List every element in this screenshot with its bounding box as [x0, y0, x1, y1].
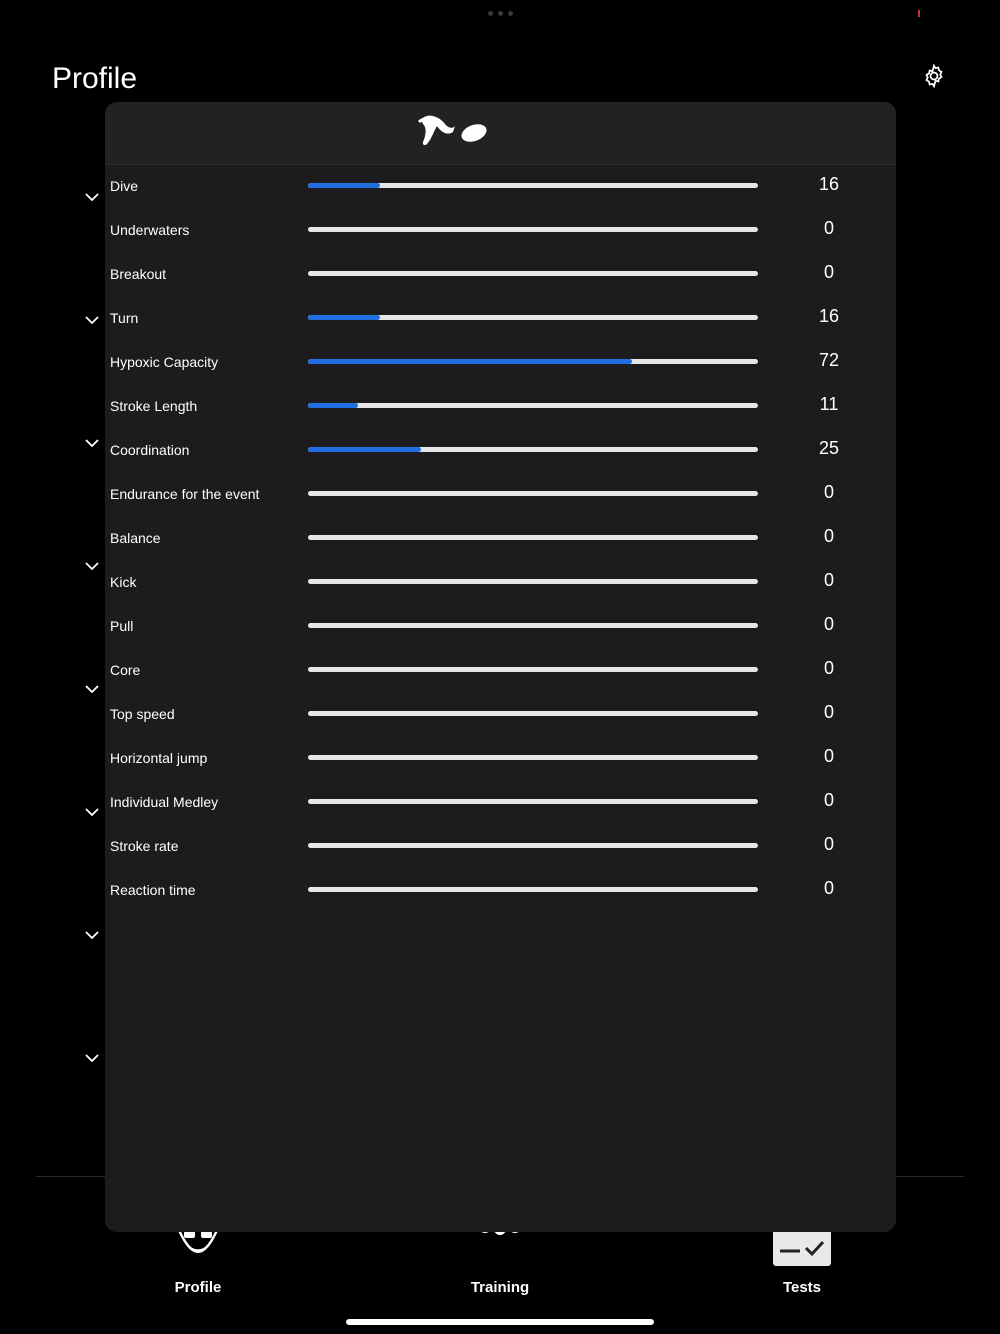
skill-value: 16 [818, 174, 840, 194]
skill-progress-fill [308, 315, 380, 320]
skill-progress-bar [308, 447, 758, 452]
skill-row[interactable] [105, 164, 896, 208]
gear-icon [921, 63, 947, 89]
skill-progress-bar [308, 755, 758, 760]
chevron-down-icon[interactable] [82, 928, 102, 942]
skill-label: Horizontal jump [110, 750, 208, 766]
skill-label: Pull [110, 618, 134, 634]
skill-label: Hypoxic Capacity [110, 354, 219, 370]
skill-progress-bar [308, 535, 758, 540]
tab-training-label: Training [470, 1279, 530, 1296]
skill-progress-bar [308, 491, 758, 496]
skills-list [105, 164, 896, 912]
recording-indicator [918, 10, 920, 17]
skill-label: Stroke rate [110, 838, 179, 854]
skill-row[interactable] [105, 692, 896, 736]
skill-value: 0 [823, 790, 834, 810]
skill-row[interactable] [105, 604, 896, 648]
swimmer-logo [417, 110, 491, 152]
chevron-down-icon[interactable] [82, 1051, 102, 1065]
skill-label: Endurance for the event [110, 486, 260, 502]
skill-value: 0 [823, 702, 834, 722]
skill-progress-bar [308, 843, 758, 848]
skill-row[interactable] [105, 648, 896, 692]
skill-label: Individual Medley [110, 794, 219, 810]
skill-label: Breakout [110, 266, 167, 282]
skill-value: 0 [823, 658, 834, 678]
skill-value: 25 [818, 438, 840, 458]
skill-row[interactable] [105, 736, 896, 780]
skill-progress-bar [308, 359, 758, 364]
skill-value: 16 [818, 306, 840, 326]
skill-value: 0 [823, 482, 834, 502]
skill-progress-bar [308, 183, 758, 188]
page-title: Profile [52, 62, 138, 95]
skill-progress-bar [308, 271, 758, 276]
tab-profile-label: Profile [174, 1279, 222, 1296]
skill-value: 0 [823, 834, 834, 854]
skill-progress-bar [308, 799, 758, 804]
skill-label: Top speed [110, 706, 175, 722]
skill-progress-fill [308, 183, 380, 188]
skill-value: 0 [823, 526, 834, 546]
sheet-header[interactable] [105, 102, 896, 165]
skill-value: 0 [823, 218, 834, 238]
skill-value: 0 [823, 570, 834, 590]
tab-tests-label: Tests [782, 1279, 822, 1296]
skill-progress-bar [308, 623, 758, 628]
skill-row[interactable] [105, 384, 896, 428]
skill-row[interactable] [105, 824, 896, 868]
home-indicator[interactable] [346, 1319, 654, 1325]
skill-row[interactable] [105, 428, 896, 472]
skill-row[interactable] [105, 340, 896, 384]
skill-row[interactable] [105, 560, 896, 604]
skill-progress-fill [308, 403, 358, 408]
skills-sheet [105, 102, 896, 1232]
skill-label: Reaction time [110, 882, 196, 898]
skill-row[interactable] [105, 208, 896, 252]
skill-row[interactable] [105, 296, 896, 340]
skill-row[interactable] [105, 868, 896, 912]
skill-value: 0 [823, 746, 834, 766]
skill-value: 0 [823, 262, 834, 282]
chevron-down-icon[interactable] [82, 805, 102, 819]
skill-label: Turn [110, 310, 139, 326]
skill-row[interactable] [105, 780, 896, 824]
skill-progress-bar [308, 667, 758, 672]
skill-value: 11 [819, 394, 839, 414]
skill-progress-bar [308, 887, 758, 892]
chevron-down-icon[interactable] [82, 436, 102, 450]
skill-progress-fill [308, 359, 632, 364]
skill-label: Balance [110, 530, 161, 546]
skill-label: Underwaters [110, 222, 190, 238]
chevron-down-icon[interactable] [82, 190, 102, 204]
skill-progress-bar [308, 711, 758, 716]
skill-value: 0 [823, 614, 834, 634]
chevron-down-icon[interactable] [82, 559, 102, 573]
settings-button[interactable] [919, 61, 949, 91]
skill-value: 0 [823, 878, 834, 898]
skill-row[interactable] [105, 472, 896, 516]
skill-progress-bar [308, 315, 758, 320]
chevron-down-icon[interactable] [82, 682, 102, 696]
skill-progress-fill [308, 447, 421, 452]
skill-label: Dive [110, 178, 139, 194]
skill-label: Core [110, 662, 141, 678]
skill-progress-bar [308, 403, 758, 408]
skill-value: 72 [818, 350, 840, 370]
chevron-down-icon[interactable] [82, 313, 102, 327]
skill-progress-bar [308, 579, 758, 584]
skill-row[interactable] [105, 252, 896, 296]
skill-label: Coordination [110, 442, 190, 458]
skill-label: Stroke Length [110, 398, 198, 414]
skill-row[interactable] [105, 516, 896, 560]
skill-progress-bar [308, 227, 758, 232]
skill-label: Kick [110, 574, 137, 590]
multitasking-dots[interactable] [488, 11, 513, 16]
